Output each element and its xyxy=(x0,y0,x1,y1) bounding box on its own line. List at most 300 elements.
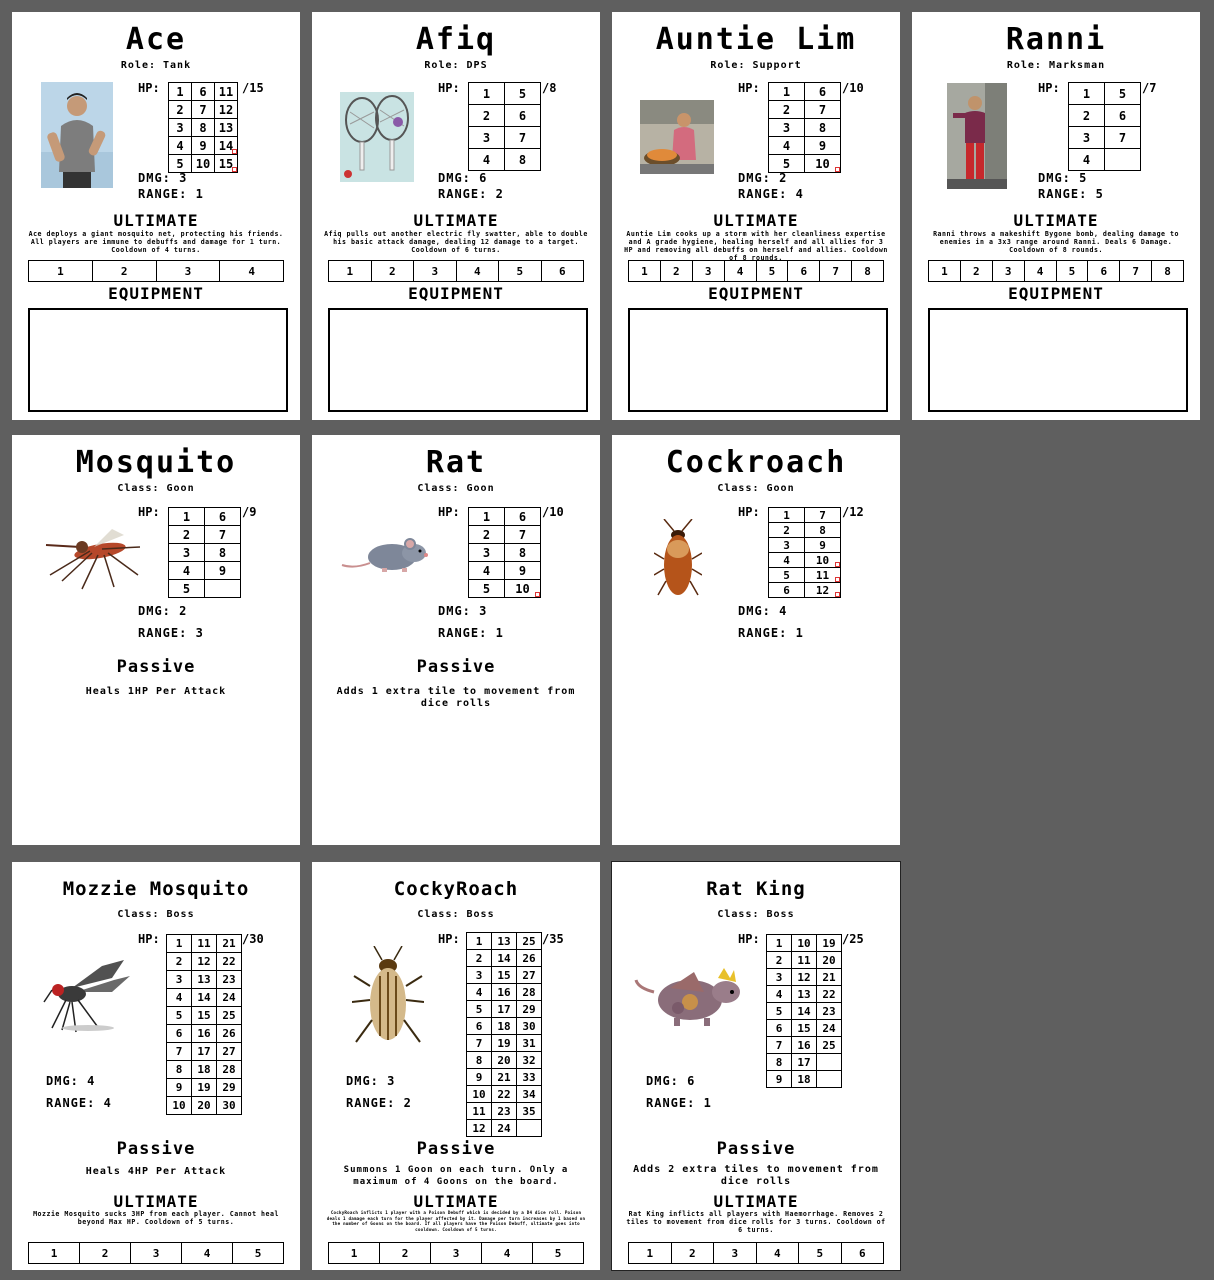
hp-cell[interactable] xyxy=(192,1025,217,1043)
hp-cell[interactable] xyxy=(467,1086,492,1103)
character-card-ace xyxy=(12,12,300,420)
hp-cell[interactable] xyxy=(467,967,492,984)
hp-cell[interactable] xyxy=(469,526,505,544)
hp-tracker[interactable] xyxy=(468,82,541,171)
hp-cell[interactable] xyxy=(792,1037,817,1054)
cooldown-cell[interactable]: 2 xyxy=(80,1243,131,1264)
hp-cell[interactable] xyxy=(792,1071,817,1088)
hp-cell[interactable] xyxy=(767,1003,792,1020)
hp-cell-value: 9 xyxy=(819,538,826,552)
hp-cell[interactable] xyxy=(169,544,205,562)
hp-cell[interactable] xyxy=(817,1071,842,1088)
hp-tracker[interactable] xyxy=(468,507,541,598)
cooldown-cell[interactable]: 7 xyxy=(1120,261,1152,282)
hp-cell[interactable] xyxy=(205,580,241,598)
cooldown-cell[interactable]: 2 xyxy=(371,261,414,282)
cooldown-cell[interactable]: 5 xyxy=(499,261,542,282)
hp-cell[interactable] xyxy=(792,952,817,969)
hp-cell[interactable] xyxy=(469,580,505,598)
damage-stat: DMG: 3 xyxy=(138,171,188,185)
damage-marker-icon xyxy=(835,577,840,582)
cooldown-tracker[interactable] xyxy=(328,260,584,282)
cooldown-cell[interactable]: 5 xyxy=(756,261,788,282)
cooldown-tracker[interactable] xyxy=(328,1242,584,1264)
hp-cell[interactable] xyxy=(805,83,841,101)
hp-cell[interactable] xyxy=(492,967,517,984)
hp-cell-value: 8 xyxy=(518,152,527,167)
cooldown-cell[interactable]: 4 xyxy=(456,261,499,282)
hp-cell-value: 13 xyxy=(218,120,234,135)
equipment-slot[interactable] xyxy=(28,308,288,412)
hp-cell[interactable] xyxy=(805,137,841,155)
hp-tracker[interactable] xyxy=(768,82,841,173)
hp-cell-value: 6 xyxy=(1118,108,1127,123)
hp-cell[interactable] xyxy=(217,971,242,989)
hp-cell[interactable] xyxy=(505,580,541,598)
cooldown-tracker[interactable] xyxy=(28,1242,284,1264)
hp-cell[interactable] xyxy=(769,119,805,137)
card-role: Class: Boss xyxy=(417,909,495,920)
hp-cell[interactable] xyxy=(769,523,805,538)
hp-cell-value: 11 xyxy=(815,568,830,582)
cooldown-cell[interactable]: 7 xyxy=(820,261,852,282)
cooldown-cell[interactable]: 4 xyxy=(482,1243,533,1264)
hp-cell-value: 8 xyxy=(475,1053,483,1067)
cooldown-cell[interactable]: 1 xyxy=(929,261,961,282)
cooldown-tracker[interactable] xyxy=(28,260,284,282)
hp-cell[interactable] xyxy=(505,544,541,562)
damage-stat: DMG: 6 xyxy=(438,171,488,185)
hp-cell[interactable] xyxy=(792,986,817,1003)
cooldown-cell[interactable]: 4 xyxy=(182,1243,233,1264)
hp-cell[interactable] xyxy=(217,953,242,971)
hp-cell[interactable] xyxy=(1105,105,1141,127)
hp-cell[interactable] xyxy=(517,950,542,967)
hp-cell[interactable] xyxy=(492,933,517,950)
hp-cell[interactable] xyxy=(1069,105,1105,127)
hp-cell-value: 3 xyxy=(175,973,183,986)
hp-cell[interactable] xyxy=(517,1001,542,1018)
hp-cell-value: 5 xyxy=(518,86,527,101)
hp-cell[interactable] xyxy=(215,83,238,101)
cooldown-cell[interactable]: 3 xyxy=(992,261,1024,282)
hp-cell[interactable] xyxy=(817,1054,842,1071)
hp-cell[interactable] xyxy=(167,1025,192,1043)
hp-cell-value: 14 xyxy=(218,138,234,153)
equipment-slot[interactable] xyxy=(328,308,588,412)
hp-cell[interactable] xyxy=(169,580,205,598)
hp-cell[interactable] xyxy=(467,1035,492,1052)
hp-cell[interactable] xyxy=(192,989,217,1007)
hp-cell[interactable] xyxy=(517,1052,542,1069)
hp-cell[interactable] xyxy=(169,119,192,137)
hp-cell[interactable] xyxy=(805,583,841,598)
hp-cell[interactable] xyxy=(167,1097,192,1115)
hp-cell[interactable] xyxy=(517,984,542,1001)
hp-cell[interactable] xyxy=(1069,83,1105,105)
hp-cell[interactable] xyxy=(1105,127,1141,149)
hp-label: HP: xyxy=(138,81,160,95)
cooldown-cell[interactable]: 2 xyxy=(92,261,156,282)
character-card-afiq xyxy=(312,12,600,420)
hp-cell[interactable] xyxy=(492,1018,517,1035)
hp-cell-value: 21 xyxy=(222,937,236,950)
hp-cell-value: 13 xyxy=(197,973,211,986)
hp-label: HP: xyxy=(138,932,160,946)
hp-cell[interactable] xyxy=(192,119,215,137)
hp-cell[interactable] xyxy=(467,1052,492,1069)
hp-cell[interactable] xyxy=(205,562,241,580)
hp-cell-value: 3 xyxy=(182,545,191,560)
cooldown-cell[interactable]: 8 xyxy=(852,261,884,282)
hp-cell[interactable] xyxy=(792,1054,817,1071)
hp-cell-value: 12 xyxy=(797,970,811,984)
hp-cell[interactable] xyxy=(217,1007,242,1025)
hp-tracker[interactable] xyxy=(768,507,841,598)
hp-cell[interactable] xyxy=(769,553,805,568)
hp-cell[interactable] xyxy=(492,1052,517,1069)
runner-photo-icon xyxy=(41,82,113,188)
cooldown-cell[interactable]: 4 xyxy=(756,1243,799,1264)
hp-cell[interactable] xyxy=(192,1007,217,1025)
hp-cell[interactable] xyxy=(517,967,542,984)
hp-cell[interactable] xyxy=(192,1079,217,1097)
hp-cell[interactable] xyxy=(192,1097,217,1115)
hp-cell[interactable] xyxy=(769,508,805,523)
hp-cell[interactable] xyxy=(517,933,542,950)
hp-cell[interactable] xyxy=(215,101,238,119)
hp-cell[interactable] xyxy=(469,544,505,562)
cooldown-cell[interactable]: 1 xyxy=(329,261,372,282)
hp-cell[interactable] xyxy=(805,553,841,568)
hp-cell[interactable] xyxy=(767,1054,792,1071)
hp-cell[interactable] xyxy=(192,1043,217,1061)
hp-cell[interactable] xyxy=(192,137,215,155)
hp-cell[interactable] xyxy=(169,562,205,580)
hp-cell-value: 8 xyxy=(819,523,826,537)
hp-cell[interactable] xyxy=(469,105,505,127)
hp-cell[interactable] xyxy=(192,1061,217,1079)
cooldown-tracker[interactable] xyxy=(928,260,1184,282)
hp-cell[interactable] xyxy=(205,526,241,544)
hp-cell[interactable] xyxy=(492,1001,517,1018)
hp-cell-value: 21 xyxy=(497,1070,511,1084)
hp-cell[interactable] xyxy=(1105,149,1141,171)
hp-cell-value: 9 xyxy=(475,1070,483,1084)
hp-cell[interactable] xyxy=(805,538,841,553)
hp-cell[interactable] xyxy=(505,105,541,127)
hp-tracker[interactable] xyxy=(168,507,241,598)
hp-label: HP: xyxy=(438,81,460,95)
hp-cell[interactable] xyxy=(517,1069,542,1086)
hp-cell[interactable] xyxy=(517,1035,542,1052)
hp-cell[interactable] xyxy=(817,986,842,1003)
hp-max: /7 xyxy=(1142,81,1157,95)
damage-stat: DMG: 4 xyxy=(46,1074,96,1088)
hp-cell[interactable] xyxy=(817,1020,842,1037)
cooldown-cell[interactable]: 2 xyxy=(380,1243,431,1264)
hp-cell[interactable] xyxy=(492,1069,517,1086)
hp-cell[interactable] xyxy=(769,101,805,119)
hp-cell-value: 7 xyxy=(218,527,227,542)
hp-cell[interactable] xyxy=(792,969,817,986)
hp-cell[interactable] xyxy=(167,1007,192,1025)
hp-cell-value: 1 xyxy=(175,937,183,950)
cooldown-cell[interactable]: 5 xyxy=(799,1243,842,1264)
hp-cell[interactable] xyxy=(169,101,192,119)
hp-cell-value: 4 xyxy=(175,991,183,1004)
hp-cell[interactable] xyxy=(167,989,192,1007)
hp-cell[interactable] xyxy=(467,950,492,967)
hp-cell[interactable] xyxy=(192,935,217,953)
card-title: Rat xyxy=(425,445,487,480)
hp-cell[interactable] xyxy=(769,568,805,583)
hp-cell-value: 4 xyxy=(782,138,791,153)
hp-cell[interactable] xyxy=(167,1061,192,1079)
hp-cell[interactable] xyxy=(505,562,541,580)
hp-cell[interactable] xyxy=(492,1103,517,1120)
hp-cell[interactable] xyxy=(817,969,842,986)
child-photo-icon xyxy=(947,83,1007,189)
cooldown-cell[interactable]: 8 xyxy=(1152,261,1184,282)
cooldown-cell[interactable]: 6 xyxy=(541,261,584,282)
hp-cell[interactable] xyxy=(167,935,192,953)
hp-cell[interactable] xyxy=(469,508,505,526)
hp-cell[interactable] xyxy=(192,971,217,989)
hp-cell[interactable] xyxy=(517,1120,542,1137)
hp-tracker[interactable] xyxy=(766,934,842,1088)
hp-cell[interactable] xyxy=(805,508,841,523)
hp-cell[interactable] xyxy=(805,568,841,583)
hp-tracker[interactable] xyxy=(466,932,542,1137)
hp-cell[interactable] xyxy=(505,508,541,526)
hp-cell-value: 28 xyxy=(522,985,536,999)
cooldown-cell[interactable]: 3 xyxy=(692,261,724,282)
hp-cell[interactable] xyxy=(217,1097,242,1115)
cooldown-cell[interactable]: 3 xyxy=(431,1243,482,1264)
hp-cell[interactable] xyxy=(505,83,541,105)
hp-cell[interactable] xyxy=(167,953,192,971)
hp-cell[interactable] xyxy=(792,935,817,952)
cooldown-cell[interactable]: 4 xyxy=(220,261,284,282)
hp-cell-value: 7 xyxy=(818,102,827,117)
hp-cell-value: 25 xyxy=(222,1009,236,1022)
hp-cell[interactable] xyxy=(767,935,792,952)
hp-cell-value: 25 xyxy=(822,1038,836,1052)
hp-cell[interactable] xyxy=(167,1043,192,1061)
hp-cell[interactable] xyxy=(192,155,215,173)
hp-cell[interactable] xyxy=(1069,149,1105,171)
cooldown-cell[interactable]: 1 xyxy=(629,261,661,282)
hp-cell[interactable] xyxy=(1105,83,1141,105)
cooldown-cell[interactable]: 3 xyxy=(131,1243,182,1264)
hp-cell[interactable] xyxy=(817,935,842,952)
cooldown-cell[interactable]: 1 xyxy=(29,1243,80,1264)
hp-cell[interactable] xyxy=(205,544,241,562)
hp-cell[interactable] xyxy=(467,1120,492,1137)
hp-cell[interactable] xyxy=(215,155,238,173)
cooldown-cell[interactable]: 3 xyxy=(414,261,457,282)
hp-cell[interactable] xyxy=(217,935,242,953)
hp-cell[interactable] xyxy=(767,1071,792,1088)
hp-cell[interactable] xyxy=(192,101,215,119)
passive-heading: Passive xyxy=(716,1139,796,1159)
cooldown-cell[interactable]: 1 xyxy=(29,261,93,282)
hp-cell[interactable] xyxy=(767,969,792,986)
hp-cell-value: 15 xyxy=(197,1009,211,1022)
hp-cell-value: 10 xyxy=(815,156,830,171)
hp-cell[interactable] xyxy=(505,127,541,149)
cooldown-cell[interactable]: 3 xyxy=(156,261,220,282)
hp-cell[interactable] xyxy=(469,127,505,149)
hp-cell[interactable] xyxy=(217,1025,242,1043)
hp-cell[interactable] xyxy=(767,952,792,969)
hp-cell[interactable] xyxy=(817,1037,842,1054)
hp-tracker[interactable] xyxy=(166,934,242,1115)
hp-tracker[interactable] xyxy=(1068,82,1141,171)
hp-cell[interactable] xyxy=(192,953,217,971)
passive-heading: Passive xyxy=(116,657,196,677)
hp-cell[interactable] xyxy=(169,83,192,101)
hp-cell[interactable] xyxy=(217,1079,242,1097)
cooldown-cell[interactable]: 2 xyxy=(660,261,692,282)
ultimate-description: Ace deploys a giant mosquito net, protecting his friends. All players are immune to debuffs and damage for 1 turn. Cooldown of 4 turns. xyxy=(28,230,284,254)
hp-cell[interactable] xyxy=(767,986,792,1003)
hp-cell[interactable] xyxy=(169,508,205,526)
cooldown-cell[interactable]: 6 xyxy=(1088,261,1120,282)
hp-cell[interactable] xyxy=(217,989,242,1007)
hp-cell[interactable] xyxy=(817,952,842,969)
hp-cell[interactable] xyxy=(167,1079,192,1097)
hp-cell-value: 8 xyxy=(775,1055,783,1069)
cooldown-cell[interactable]: 2 xyxy=(960,261,992,282)
cooldown-cell[interactable]: 5 xyxy=(533,1243,584,1264)
hp-cell[interactable] xyxy=(215,137,238,155)
range-stat: RANGE: 4 xyxy=(738,187,804,201)
hp-cell[interactable] xyxy=(769,137,805,155)
hp-cell-value: 23 xyxy=(222,973,236,986)
hp-cell-value: 2 xyxy=(783,523,790,537)
hp-cell-value: 7 xyxy=(475,1036,483,1050)
hp-cell[interactable] xyxy=(492,1035,517,1052)
hp-cell[interactable] xyxy=(467,984,492,1001)
equipment-slot[interactable] xyxy=(628,308,888,412)
cooldown-cell[interactable]: 1 xyxy=(329,1243,380,1264)
hp-cell[interactable] xyxy=(805,155,841,173)
hp-cell[interactable] xyxy=(505,149,541,171)
cooldown-cell[interactable]: 6 xyxy=(841,1243,884,1264)
hp-cell-value: 10 xyxy=(815,553,830,567)
hp-cell[interactable] xyxy=(467,1018,492,1035)
hp-cell[interactable] xyxy=(467,933,492,950)
card-role: Class: Boss xyxy=(717,909,795,920)
hp-cell[interactable] xyxy=(205,508,241,526)
cooldown-tracker[interactable] xyxy=(628,260,884,282)
hp-cell[interactable] xyxy=(517,1086,542,1103)
cook-photo-icon xyxy=(640,100,714,174)
cockroach-illustration-icon xyxy=(654,519,702,605)
hp-cell[interactable] xyxy=(467,1069,492,1086)
hp-cell[interactable] xyxy=(769,583,805,598)
hp-cell[interactable] xyxy=(469,562,505,580)
hp-cell[interactable] xyxy=(769,538,805,553)
hp-cell[interactable] xyxy=(505,526,541,544)
hp-cell-value: 2 xyxy=(782,102,791,117)
hp-cell[interactable] xyxy=(769,155,805,173)
cooldown-cell[interactable]: 3 xyxy=(714,1243,757,1264)
hp-cell-value: 27 xyxy=(522,968,536,982)
card-role: Class: Goon xyxy=(717,483,795,494)
hp-cell[interactable] xyxy=(217,1043,242,1061)
hp-cell[interactable] xyxy=(169,137,192,155)
range-stat: RANGE: 3 xyxy=(138,626,204,640)
cooldown-tracker[interactable] xyxy=(628,1242,884,1264)
hp-cell-value: 9 xyxy=(175,1081,183,1094)
cooldown-cell[interactable]: 4 xyxy=(724,261,756,282)
cooldown-cell[interactable]: 2 xyxy=(671,1243,714,1264)
hp-cell-value: 29 xyxy=(522,1002,536,1016)
hp-cell[interactable] xyxy=(169,155,192,173)
hp-cell-value: 5 xyxy=(176,156,184,171)
hp-cell[interactable] xyxy=(769,83,805,101)
hp-cell[interactable] xyxy=(792,1003,817,1020)
hp-cell[interactable] xyxy=(192,83,215,101)
ultimate-description: Ranni throws a makeshift Bygone bomb, dealing damage to enemies in a 3x3 range around Ranni. Deals 6 Damage. Cooldown of 8 rounds. xyxy=(933,230,1179,254)
hp-cell[interactable] xyxy=(805,523,841,538)
hp-cell-value: 33 xyxy=(522,1070,536,1084)
hp-cell[interactable] xyxy=(767,1037,792,1054)
hp-cell-value: 3 xyxy=(475,968,483,982)
hp-cell[interactable] xyxy=(469,149,505,171)
hp-cell[interactable] xyxy=(492,950,517,967)
equipment-slot[interactable] xyxy=(928,308,1188,412)
ultimate-description: Mozzie Mosquito sucks 3HP from each player. Cannot heal beyond Max HP. Cooldown of 5 turns. xyxy=(33,1210,279,1226)
cooldown-cell[interactable]: 4 xyxy=(1024,261,1056,282)
card-title: Ranni xyxy=(1005,22,1107,57)
hp-cell[interactable] xyxy=(169,526,205,544)
hp-cell[interactable] xyxy=(215,119,238,137)
hp-cell[interactable] xyxy=(492,1086,517,1103)
range-stat: RANGE: 2 xyxy=(346,1096,412,1110)
hp-cell[interactable] xyxy=(1069,127,1105,149)
hp-cell[interactable] xyxy=(167,971,192,989)
hp-cell[interactable] xyxy=(467,1001,492,1018)
hp-cell[interactable] xyxy=(469,83,505,105)
hp-cell[interactable] xyxy=(492,1120,517,1137)
hp-tracker[interactable] xyxy=(168,82,238,173)
hp-cell[interactable] xyxy=(767,1020,792,1037)
cooldown-cell[interactable]: 1 xyxy=(629,1243,672,1264)
hp-cell-value: 28 xyxy=(222,1063,236,1076)
damage-marker-icon xyxy=(232,149,237,154)
hp-cell[interactable] xyxy=(817,1003,842,1020)
cooldown-cell[interactable]: 5 xyxy=(233,1243,284,1264)
cooldown-cell[interactable]: 6 xyxy=(788,261,820,282)
card-role: Role: DPS xyxy=(424,60,488,71)
hp-cell[interactable] xyxy=(805,101,841,119)
hp-cell-value: 2 xyxy=(175,955,183,968)
hp-cell[interactable] xyxy=(517,1103,542,1120)
hp-cell-value: 6 xyxy=(218,509,227,524)
hp-cell[interactable] xyxy=(467,1103,492,1120)
hp-cell-value: 12 xyxy=(815,583,830,597)
hp-cell[interactable] xyxy=(217,1061,242,1079)
cooldown-cell[interactable]: 5 xyxy=(1056,261,1088,282)
hp-cell[interactable] xyxy=(517,1018,542,1035)
hp-cell[interactable] xyxy=(792,1020,817,1037)
hp-cell[interactable] xyxy=(492,984,517,1001)
hp-cell[interactable] xyxy=(805,119,841,137)
